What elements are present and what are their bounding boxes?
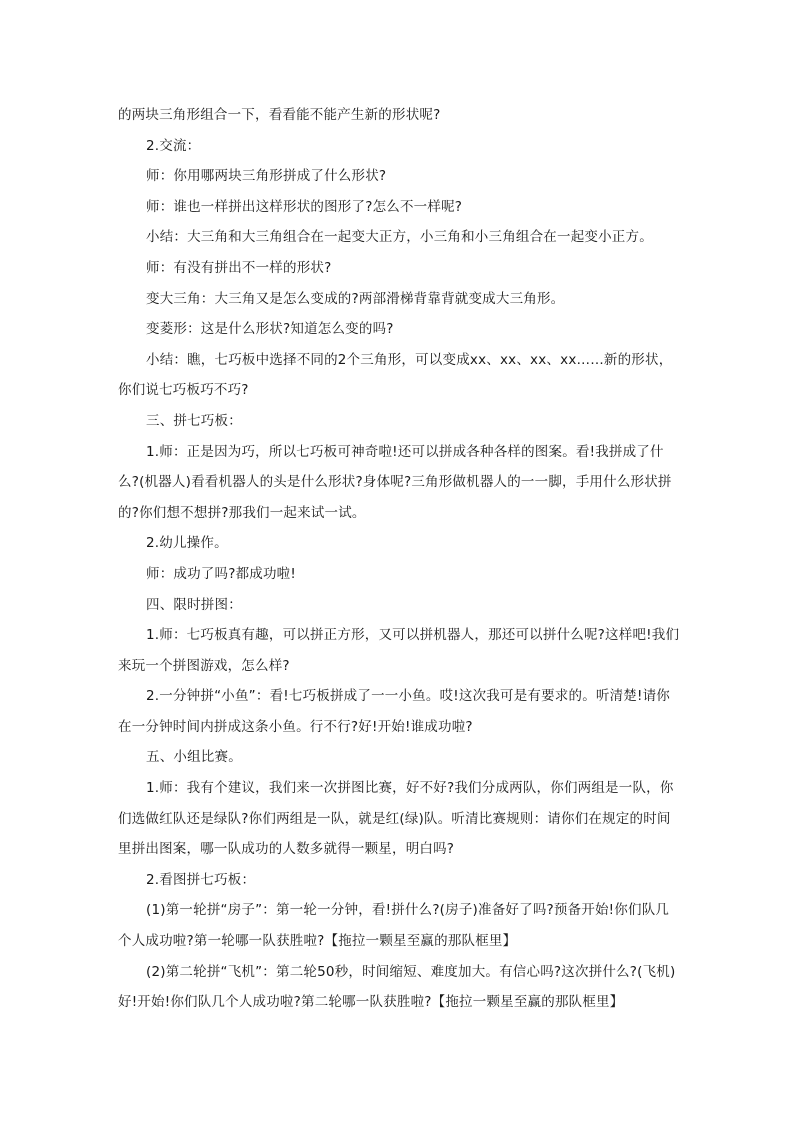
paragraph: 师：你用哪两块三角形拼成了什么形状?: [146, 168, 387, 185]
paragraph: 2.幼儿操作。: [146, 535, 228, 552]
paragraph: 小结：瞧，七巧板中选择不同的2个三角形，可以变成xx、xx、xx、xx……新的形状，你们说七巧板巧不巧?: [118, 351, 673, 399]
document-body: [118, 100, 680, 1018]
section-heading: 三、拼七巧板：: [146, 412, 242, 429]
paragraph: 变菱形：这是什么形状?知道怎么变的吗?: [146, 321, 394, 338]
paragraph: 变大三角：大三角又是怎么变成的?两部滑梯背靠背就变成大三角形。: [146, 290, 565, 307]
paragraph: 1.师：正是因为巧，所以七巧板可神奇啦!还可以拼成各种各样的图案。看!我拼成了什么?(机器人)看看机器人的头是什么形状?身体呢?三角形做机器人的一一脚，手用什么形状拼的?你们想不想拼?那我们一起来试一试。: [118, 443, 672, 521]
paragraph: 1.师：我有个建议，我们来一次拼图比赛，好不好?我们分成两队，你们两组是一队，你们选做红队还是绿队?你们两组是一队，就是红(绿)队。听清比赛规则：请你们在规定的时间里拼出图案，哪一队成功的人数多就得一颗星，明白吗?: [118, 780, 674, 858]
section-heading: 四、限时拼图：: [146, 596, 242, 613]
section-heading: 五、小组比赛。: [146, 749, 242, 766]
paragraph: 2.交流：: [146, 137, 201, 154]
paragraph: (1)第一轮拼“房子”：第一轮一分钟，看!拼什么?(房子)准备好了吗?预备开始!你们队几个人成功啦?第一轮哪一队获胜啦?【拖拉一颗星至赢的那队框里】: [118, 902, 670, 950]
paragraph: 的两块三角形组合一下，看看能不能产生新的形状呢?: [118, 107, 441, 123]
paragraph: 1.师：七巧板真有趣，可以拼正方形，又可以拼机器人，那还可以拼什么呢?这样吧!我们来玩一个拼图游戏，怎么样?: [118, 627, 680, 674]
paragraph: 小结：大三角和大三角组合在一起变大正方，小三角和小三角组合在一起变小正方。: [146, 229, 653, 246]
paragraph: 师：有没有拼出不一样的形状?: [146, 259, 332, 276]
paragraph: 2.看图拼七巧板：: [146, 871, 256, 888]
paragraph: 师：成功了吗?都成功啦!: [146, 565, 296, 582]
paragraph: (2)第二轮拼“飞机”：第二轮50秒，时间缩短、难度加大。有信心吗?这次拼什么?(飞机)好!开始!你们队几个人成功啦?第二轮哪一队获胜啦?【拖拉一颗星至赢的那队框里】: [118, 963, 676, 1011]
paragraph: 2.一分钟拼“小鱼”：看!七巧板拼成了一一小鱼。哎!这次我可是有要求的。听清楚!请你在一分钟时间内拼成这条小鱼。行不行?好!开始!谁成功啦?: [118, 688, 671, 735]
paragraph: 师：谁也一样拼出这样形状的图形了?怎么不一样呢?: [146, 198, 463, 215]
